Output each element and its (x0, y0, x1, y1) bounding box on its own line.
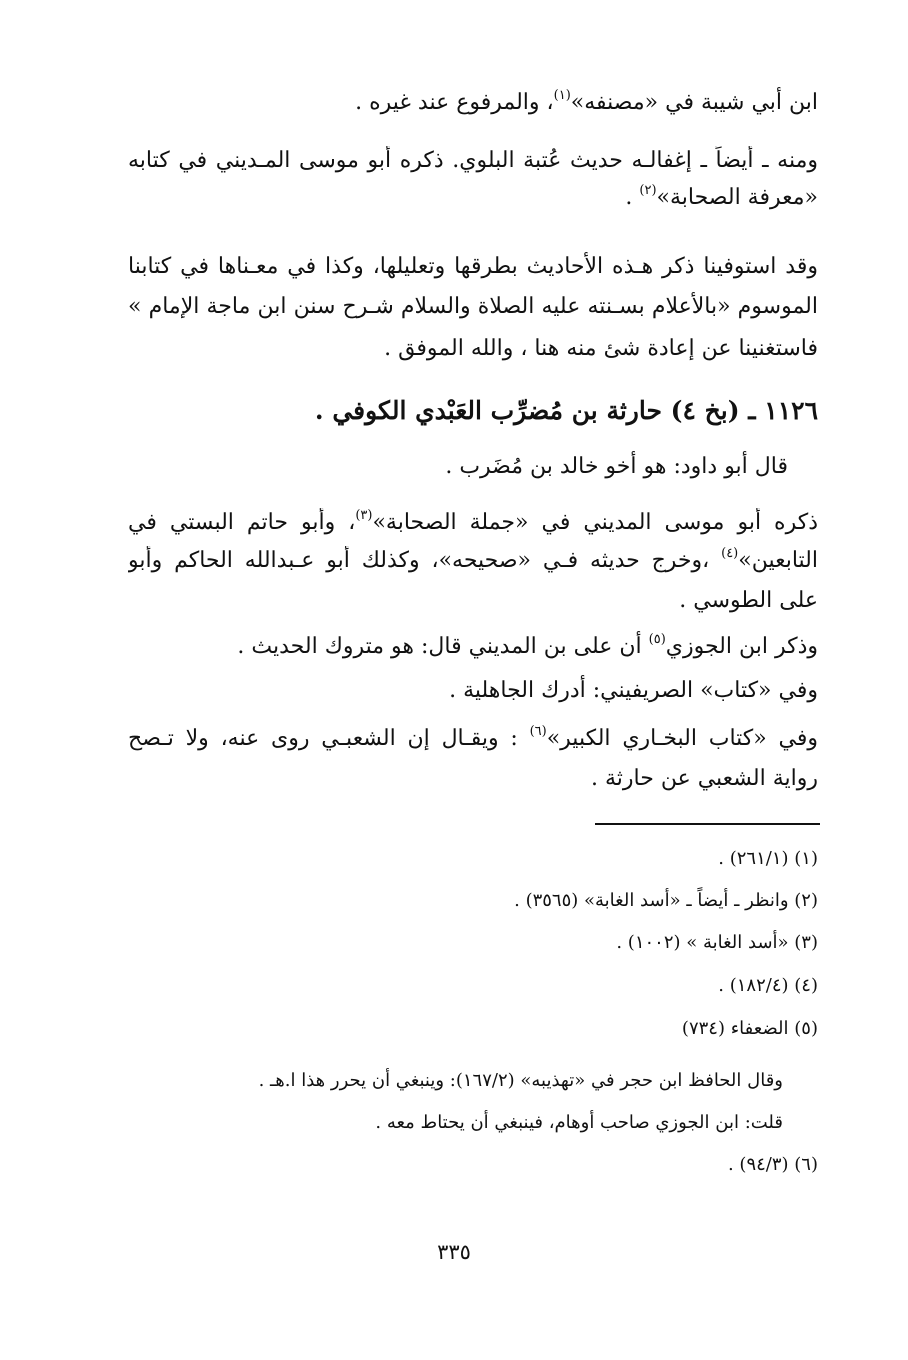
paragraph-line (355, 88, 818, 118)
text: ، وأبو حاتم البستي في (128, 510, 356, 535)
text: ،وخرج حديثه فـي «صحيحه»، وكذلك أبو عـبدالله الحاكم وأبو (128, 548, 722, 573)
text: التابعين» (738, 548, 818, 573)
paragraph-line: وفي «كتاب» الصريفيني: أدرك الجاهلية . (449, 678, 818, 703)
footnote-ref: (١) (553, 88, 571, 103)
text: «معرفة الصحابة» (656, 185, 818, 210)
paragraph-line: وقد استوفينا ذكر هـذه الأحاديث بطرقها وتعليلها، وكذا في معـناها في كتابنا (128, 254, 818, 279)
paragraph-line (128, 724, 818, 754)
text: وذكر ابن الجوزي (665, 634, 818, 659)
paragraph-line: ومنه ـ أيضاً ـ إغفالـه حديث عُتبة البلوي. ذكره أبو موسى المـديني في كتابه (128, 148, 818, 173)
footnote: وقال الحافظ ابن حجر في «تهذيبه» (١٦٧/٢): وينبغي أن يحرر هذا ا.هـ . (258, 1070, 783, 1091)
footnote-ref: (٦) (529, 724, 547, 739)
paragraph-line (625, 183, 818, 213)
paragraph-line (128, 508, 818, 538)
footnote: (٢) وانظر ـ أيضاً ـ «أسد الغابة» (٣٥٦٥) . (514, 890, 818, 911)
footnote-ref: (٥) (648, 632, 666, 647)
text: ذكره أبو موسى المديني في «جملة الصحابة» (372, 510, 818, 535)
footnote: (٦) (٩٤/٣) . (727, 1154, 818, 1175)
paragraph-line: رواية الشعبي عن حارثة . (591, 766, 818, 791)
footnote: (٤) (١٨٢/٤) . (718, 975, 818, 996)
footnote: قلت: ابن الجوزي صاحب أوهام، فينبغي أن يحتاط معه . (375, 1112, 783, 1133)
footnote: (٣) «أسد الغابة » (١٠٠٢) . (616, 932, 818, 953)
text: وفي «كتاب البخـاري الكبير» (546, 726, 818, 751)
paragraph-line: فاستغنينا عن إعادة شئ منه هنا ، والله الموفق . (384, 336, 818, 361)
footnote-ref: (٢) (639, 183, 657, 198)
paragraph-line: قال أبو داود: هو أخو خالد بن مُضَرب . (445, 454, 788, 479)
paragraph-line (128, 546, 818, 576)
footnote-ref: (٤) (721, 546, 739, 561)
page-number: ٣٣٥ (437, 1240, 471, 1264)
footnote: (١) (٢٦١/١) . (718, 848, 818, 869)
text: ، والمرفوع عند غيره . (355, 90, 554, 115)
text: . (625, 185, 640, 210)
text: : ويقـال إن الشعبـي روى عنه، ولا تـصح (128, 726, 530, 751)
text: ابن أبي شيبة في «مصنفه» (570, 90, 818, 115)
entry-heading: ١١٢٦ ـ (بخ ٤) حارثة بن مُضرِّب العَبْدي الكوفي . (314, 396, 818, 425)
text: أن على بن المديني قال: هو متروك الحديث . (237, 634, 649, 659)
footnote-ref: (٣) (355, 508, 373, 523)
footnote-divider (595, 823, 820, 825)
footnote: (٥) الضعفاء (٧٣٤) (681, 1018, 818, 1039)
paragraph-line: على الطوسي . (679, 588, 818, 613)
paragraph-line (237, 632, 818, 662)
paragraph-line: الموسوم «بالأعلام بسـنته عليه الصلاة والسلام شـرح سنن ابن ماجة الإمام » (128, 294, 818, 319)
